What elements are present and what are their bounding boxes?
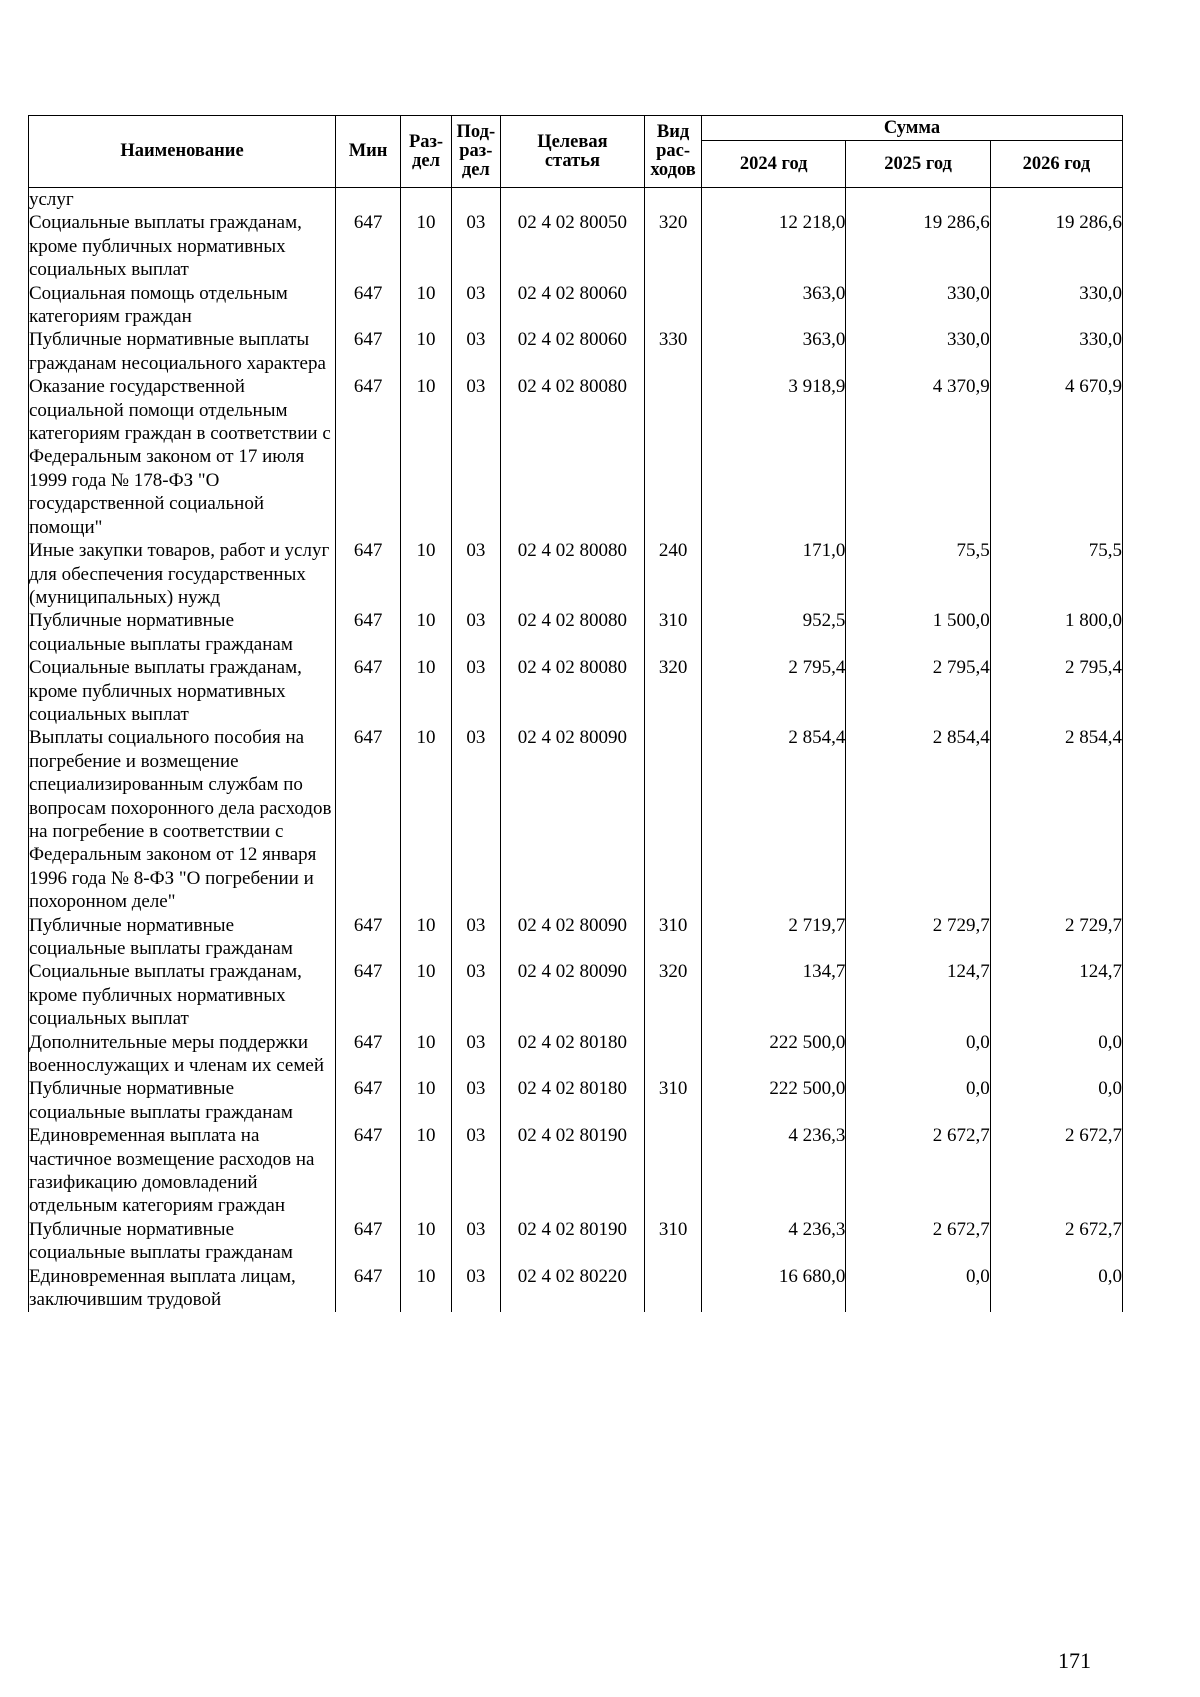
header-razdel: Раз- дел [401, 116, 452, 188]
cell-target: 02 4 02 80080 [500, 539, 644, 609]
cell-name: Публичные нормативные социальные выплаты гражданам [29, 914, 336, 961]
cell-razdel: 10 [401, 656, 452, 726]
table-row [29, 328, 1123, 375]
cell-2025: 75,5 [846, 539, 990, 609]
cell-name: Публичные нормативные выплаты гражданам несоциального характера [29, 328, 336, 375]
cell-vid: 240 [645, 539, 702, 609]
cell-vid [645, 726, 702, 913]
table-row [29, 1218, 1123, 1265]
cell-name: Публичные нормативные социальные выплаты гражданам [29, 1218, 336, 1265]
cell-2025: 2 795,4 [846, 656, 990, 726]
cell-2024 [702, 188, 846, 212]
cell-min: 647 [336, 282, 401, 329]
cell-vid: 310 [645, 609, 702, 656]
cell-2025 [846, 188, 990, 212]
cell-name: Социальные выплаты гражданам, кроме публичных нормативных социальных выплат [29, 960, 336, 1030]
cell-target: 02 4 02 80080 [500, 656, 644, 726]
cell-2025: 2 854,4 [846, 726, 990, 913]
cell-target: 02 4 02 80190 [500, 1218, 644, 1265]
cell-target: 02 4 02 80090 [500, 726, 644, 913]
cell-razdel: 10 [401, 960, 452, 1030]
cell-2026: 2 795,4 [990, 656, 1122, 726]
table-row [29, 211, 1123, 281]
cell-podrazdel [451, 188, 500, 212]
cell-name: Публичные нормативные социальные выплаты гражданам [29, 609, 336, 656]
cell-min: 647 [336, 609, 401, 656]
cell-name: Дополнительные меры поддержки военнослужащих и членам их семей [29, 1031, 336, 1078]
page-number: 171 [1058, 1648, 1091, 1673]
cell-name: услуг [29, 188, 336, 212]
cell-min: 647 [336, 1265, 401, 1312]
cell-2024: 171,0 [702, 539, 846, 609]
cell-2026: 330,0 [990, 282, 1122, 329]
table-row [29, 188, 1123, 212]
header-row-1 [29, 116, 1123, 141]
cell-2025: 330,0 [846, 282, 990, 329]
cell-2025: 2 729,7 [846, 914, 990, 961]
cell-2026: 124,7 [990, 960, 1122, 1030]
cell-2024: 2 854,4 [702, 726, 846, 913]
cell-min: 647 [336, 1077, 401, 1124]
header-vid: Вид рас- ходов [645, 116, 702, 188]
cell-min: 647 [336, 211, 401, 281]
cell-vid: 320 [645, 211, 702, 281]
cell-2025: 2 672,7 [846, 1218, 990, 1265]
cell-name: Публичные нормативные социальные выплаты гражданам [29, 1077, 336, 1124]
cell-2026: 0,0 [990, 1031, 1122, 1078]
header-2024: 2024 год [702, 141, 846, 188]
cell-vid: 310 [645, 914, 702, 961]
cell-target: 02 4 02 80190 [500, 1124, 644, 1218]
cell-min: 647 [336, 726, 401, 913]
cell-target: 02 4 02 80050 [500, 211, 644, 281]
cell-min: 647 [336, 539, 401, 609]
cell-2024: 2 795,4 [702, 656, 846, 726]
cell-target: 02 4 02 80180 [500, 1077, 644, 1124]
cell-2026: 4 670,9 [990, 375, 1122, 539]
header-2025: 2025 год [846, 141, 990, 188]
table-row [29, 282, 1123, 329]
cell-2025: 19 286,6 [846, 211, 990, 281]
cell-podrazdel: 03 [451, 1031, 500, 1078]
cell-podrazdel: 03 [451, 1218, 500, 1265]
cell-podrazdel: 03 [451, 1077, 500, 1124]
cell-min: 647 [336, 914, 401, 961]
cell-podrazdel: 03 [451, 539, 500, 609]
cell-min: 647 [336, 960, 401, 1030]
cell-target: 02 4 02 80060 [500, 328, 644, 375]
cell-target: 02 4 02 80090 [500, 914, 644, 961]
header-min: Мин [336, 116, 401, 188]
cell-name: Оказание государственной социальной помощи отдельным категориям граждан в соответствии с Федеральным законом от 17 июля 1999 года № 178-ФЗ "О государственной социальной помощи" [29, 375, 336, 539]
table-row [29, 1031, 1123, 1078]
cell-vid: 330 [645, 328, 702, 375]
header-2026: 2026 год [990, 141, 1122, 188]
cell-min: 647 [336, 375, 401, 539]
cell-2025: 330,0 [846, 328, 990, 375]
cell-min: 647 [336, 328, 401, 375]
cell-2024: 4 236,3 [702, 1124, 846, 1218]
cell-name: Социальные выплаты гражданам, кроме публичных нормативных социальных выплат [29, 211, 336, 281]
cell-2024: 952,5 [702, 609, 846, 656]
cell-2025: 0,0 [846, 1031, 990, 1078]
table-row [29, 914, 1123, 961]
cell-min [336, 188, 401, 212]
cell-2025: 2 672,7 [846, 1124, 990, 1218]
cell-2026: 75,5 [990, 539, 1122, 609]
cell-vid [645, 188, 702, 212]
cell-2024: 222 500,0 [702, 1031, 846, 1078]
cell-2025: 124,7 [846, 960, 990, 1030]
cell-razdel: 10 [401, 328, 452, 375]
cell-min: 647 [336, 656, 401, 726]
cell-razdel [401, 188, 452, 212]
table-row [29, 375, 1123, 539]
cell-razdel: 10 [401, 539, 452, 609]
cell-vid [645, 1031, 702, 1078]
cell-target: 02 4 02 80060 [500, 282, 644, 329]
cell-2026: 0,0 [990, 1265, 1122, 1312]
cell-razdel: 10 [401, 726, 452, 913]
cell-vid: 320 [645, 960, 702, 1030]
cell-2026: 2 672,7 [990, 1218, 1122, 1265]
cell-min: 647 [336, 1218, 401, 1265]
cell-target: 02 4 02 80220 [500, 1265, 644, 1312]
header-summa: Сумма [702, 116, 1123, 141]
cell-name: Иные закупки товаров, работ и услуг для обеспечения государственных (муниципальных) нужд [29, 539, 336, 609]
cell-vid [645, 1265, 702, 1312]
cell-2025: 4 370,9 [846, 375, 990, 539]
cell-podrazdel: 03 [451, 914, 500, 961]
cell-name: Единовременная выплата лицам, заключившим трудовой [29, 1265, 336, 1312]
cell-2024: 363,0 [702, 328, 846, 375]
header-podrazdel: Под- раз- дел [451, 116, 500, 188]
cell-vid [645, 375, 702, 539]
cell-vid: 310 [645, 1077, 702, 1124]
cell-target: 02 4 02 80080 [500, 609, 644, 656]
cell-vid: 310 [645, 1218, 702, 1265]
cell-2026: 19 286,6 [990, 211, 1122, 281]
cell-podrazdel: 03 [451, 960, 500, 1030]
cell-2024: 134,7 [702, 960, 846, 1030]
cell-2024: 3 918,9 [702, 375, 846, 539]
table-row [29, 1124, 1123, 1218]
cell-name: Социальные выплаты гражданам, кроме публичных нормативных социальных выплат [29, 656, 336, 726]
cell-razdel: 10 [401, 609, 452, 656]
cell-podrazdel: 03 [451, 656, 500, 726]
cell-podrazdel: 03 [451, 1265, 500, 1312]
cell-2026 [990, 188, 1122, 212]
cell-podrazdel: 03 [451, 726, 500, 913]
cell-2024: 12 218,0 [702, 211, 846, 281]
table-row [29, 1265, 1123, 1312]
cell-razdel: 10 [401, 1031, 452, 1078]
cell-2025: 1 500,0 [846, 609, 990, 656]
budget-table [28, 115, 1123, 1312]
cell-name: Социальная помощь отдельным категориям граждан [29, 282, 336, 329]
cell-target: 02 4 02 80080 [500, 375, 644, 539]
cell-razdel: 10 [401, 211, 452, 281]
cell-2024: 363,0 [702, 282, 846, 329]
cell-vid: 320 [645, 656, 702, 726]
table-row [29, 539, 1123, 609]
cell-target: 02 4 02 80180 [500, 1031, 644, 1078]
header-name: Наименование [29, 116, 336, 188]
cell-2026: 1 800,0 [990, 609, 1122, 656]
cell-podrazdel: 03 [451, 375, 500, 539]
cell-razdel: 10 [401, 282, 452, 329]
cell-2024: 16 680,0 [702, 1265, 846, 1312]
cell-2025: 0,0 [846, 1265, 990, 1312]
cell-2024: 222 500,0 [702, 1077, 846, 1124]
cell-name: Выплаты социального пособия на погребение и возмещение специализированным службам по вопросам похоронного дела расходов на погребение в соответствии с Федеральным законом от 12 января 1996 года № 8-ФЗ "О погребении и похоронном деле" [29, 726, 336, 913]
cell-razdel: 10 [401, 1218, 452, 1265]
cell-2024: 4 236,3 [702, 1218, 846, 1265]
cell-2026: 2 672,7 [990, 1124, 1122, 1218]
cell-2026: 330,0 [990, 328, 1122, 375]
cell-vid [645, 1124, 702, 1218]
cell-min: 647 [336, 1124, 401, 1218]
cell-podrazdel: 03 [451, 328, 500, 375]
cell-target [500, 188, 644, 212]
cell-podrazdel: 03 [451, 211, 500, 281]
header-target: Целевая статья [500, 116, 644, 188]
cell-razdel: 10 [401, 914, 452, 961]
cell-razdel: 10 [401, 1077, 452, 1124]
table-body [29, 188, 1123, 1312]
cell-podrazdel: 03 [451, 1124, 500, 1218]
cell-podrazdel: 03 [451, 282, 500, 329]
table-row [29, 609, 1123, 656]
cell-target: 02 4 02 80090 [500, 960, 644, 1030]
cell-2025: 0,0 [846, 1077, 990, 1124]
table-row [29, 726, 1123, 913]
cell-min: 647 [336, 1031, 401, 1078]
table-row [29, 960, 1123, 1030]
cell-2026: 2 854,4 [990, 726, 1122, 913]
table-row [29, 656, 1123, 726]
cell-2024: 2 719,7 [702, 914, 846, 961]
cell-razdel: 10 [401, 375, 452, 539]
cell-name: Единовременная выплата на частичное возмещение расходов на газификацию домовладений отдельным категориям граждан [29, 1124, 336, 1218]
cell-podrazdel: 03 [451, 609, 500, 656]
cell-2026: 0,0 [990, 1077, 1122, 1124]
cell-vid [645, 282, 702, 329]
cell-razdel: 10 [401, 1124, 452, 1218]
cell-razdel: 10 [401, 1265, 452, 1312]
cell-2026: 2 729,7 [990, 914, 1122, 961]
table-row [29, 1077, 1123, 1124]
